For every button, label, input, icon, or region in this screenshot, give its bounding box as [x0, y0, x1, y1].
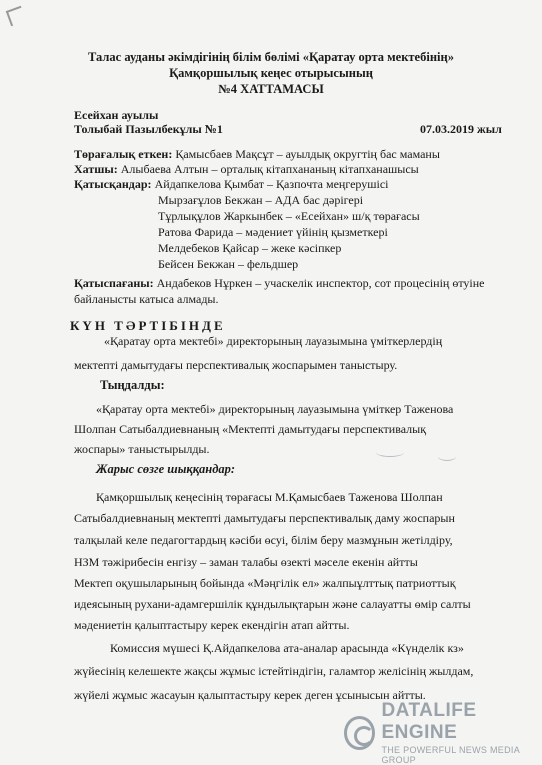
watermark-text: [381, 700, 542, 765]
document-date: 07.03.2019 жыл: [420, 122, 502, 136]
attendee-1: Айдапкелова Қымбат – Қазпочта меңгерушісі: [154, 177, 389, 191]
secretary-text: Алыбаева Алтын – орталық кітапхананың кітапханашысы: [120, 162, 419, 176]
debate-p3-line-1: Комиссия мүшесі Қ.Айдапкелова ата-аналар арасында «Күнделік кз»: [110, 641, 464, 655]
attendee-2: Мырзағұлов Бекжан – АДА бас дәрігері: [158, 193, 364, 207]
watermark-subtitle: THE POWERFUL NEWS MEDIA GROUP: [381, 745, 520, 765]
absent-row: [74, 276, 485, 291]
village: Есейхан ауылы: [74, 108, 159, 122]
debate-p1-line-2: Сатыбалдиевнаның мектепті дамытудағы перспективалық даму жоспарын: [74, 511, 455, 525]
absent-label: Қатыспағаны:: [74, 276, 154, 290]
attendees-row: [74, 177, 389, 192]
heard-heading: Тыңдалды:: [100, 378, 165, 392]
heard-line-3: жоспары» таныстырылды.: [74, 442, 210, 456]
debate-p2-line-3: мәдениетін қалыптастыру керек екендігін атап айтты.: [74, 618, 350, 632]
header-line-2: Қамқоршылық кеңес отырысының: [169, 66, 373, 80]
chair-label: Төрағалық еткен:: [74, 147, 173, 161]
debate-p3-line-2: жүйесінің келешекте жақсы жұмыс істейтіндігін, галамтор желісінің жылдам,: [74, 664, 474, 678]
absent-text: Андабеков Нұркен – учаскелік инспектор, сот процесінің өтуіне: [156, 276, 485, 290]
absent-text-2: байланысты катыса алмады.: [74, 292, 219, 306]
dle-logo-icon: [344, 716, 375, 750]
school-name: Толыбай Пазылбекұлы №1: [74, 122, 223, 136]
debate-heading: Жарыс сөзге шыққандар:: [96, 462, 236, 476]
debate-p3-line-3: жүйелі жұмыс жасауын қалыптастыру керек деген ұсынысын айтты.: [74, 688, 426, 702]
heard-line-2: Шолпан Сатыбалдиевнаның «Мектепті дамытудағы перспективалық: [74, 422, 427, 436]
secretary-row: [74, 162, 419, 177]
attendee-6: Бейсен Бекжан – фельдшер: [158, 257, 299, 271]
debate-p1-line-4: НЗМ тәжірибесін енгізу – заман талабы өзекті мәселе екенін айтты: [74, 555, 418, 569]
chair-row: [74, 147, 440, 162]
debate-p2-line-1: Мектеп оқушыларының бойында «Мәңгілік ел» жалпыұлттық патриоттық: [74, 576, 456, 590]
header-line-3: №4 ХАТТАМАСЫ: [218, 82, 324, 96]
scan-scribble: [438, 452, 456, 461]
agenda-line-2: мектепті дамытудағы перспективалық жоспарымен таныстыру.: [74, 358, 398, 372]
attendee-3: Тұрлықұлов Жаркынбек – «Есейхан» ш/қ төрағасы: [158, 209, 420, 223]
agenda-line-1: «Қаратау орта мектебі» директорының лауазымына үміткерлердің: [104, 334, 443, 348]
debate-p1-line-1: Қамқоршылық кеңесінің төрағасы М.Қамысбаев Таженова Шолпан: [96, 490, 443, 504]
watermark-brand: DATALIFE ENGINE: [381, 700, 477, 743]
watermark: [344, 700, 542, 765]
agenda-heading: КҮН ТӘРТІБІНДЕ: [70, 318, 226, 333]
chair-text: Қамысбаев Мақсұт – ауылдық округтің бас маманы: [175, 147, 440, 161]
header-line-1: Талас ауданы әкімдігінің білім бөлімі «Қаратау орта мектебінің»: [88, 50, 454, 64]
scan-scribble: [376, 448, 404, 457]
heard-line-1: «Қаратау орта мектебі» директорының лауазымына үміткер Таженова: [96, 402, 454, 416]
secretary-label: Хатшы:: [74, 162, 118, 176]
attendee-5: Мелдебеков Қайсар – жеке кәсіпкер: [158, 241, 342, 255]
attendee-4: Ратова Фарида – мәдениет үйінің қызметкері: [158, 225, 388, 239]
scan-corner-mark: [6, 6, 27, 27]
debate-p1-line-3: талқылай келе педагогтардың кәсіби өсуі, білім беру мазмұнын жетілдіру,: [74, 533, 453, 547]
debate-p2-line-2: идеясының рухани-адамгершілік құндылықтарын және салауатты өмір салты: [74, 597, 471, 611]
attendees-label: Қатысқандар:: [74, 177, 152, 191]
